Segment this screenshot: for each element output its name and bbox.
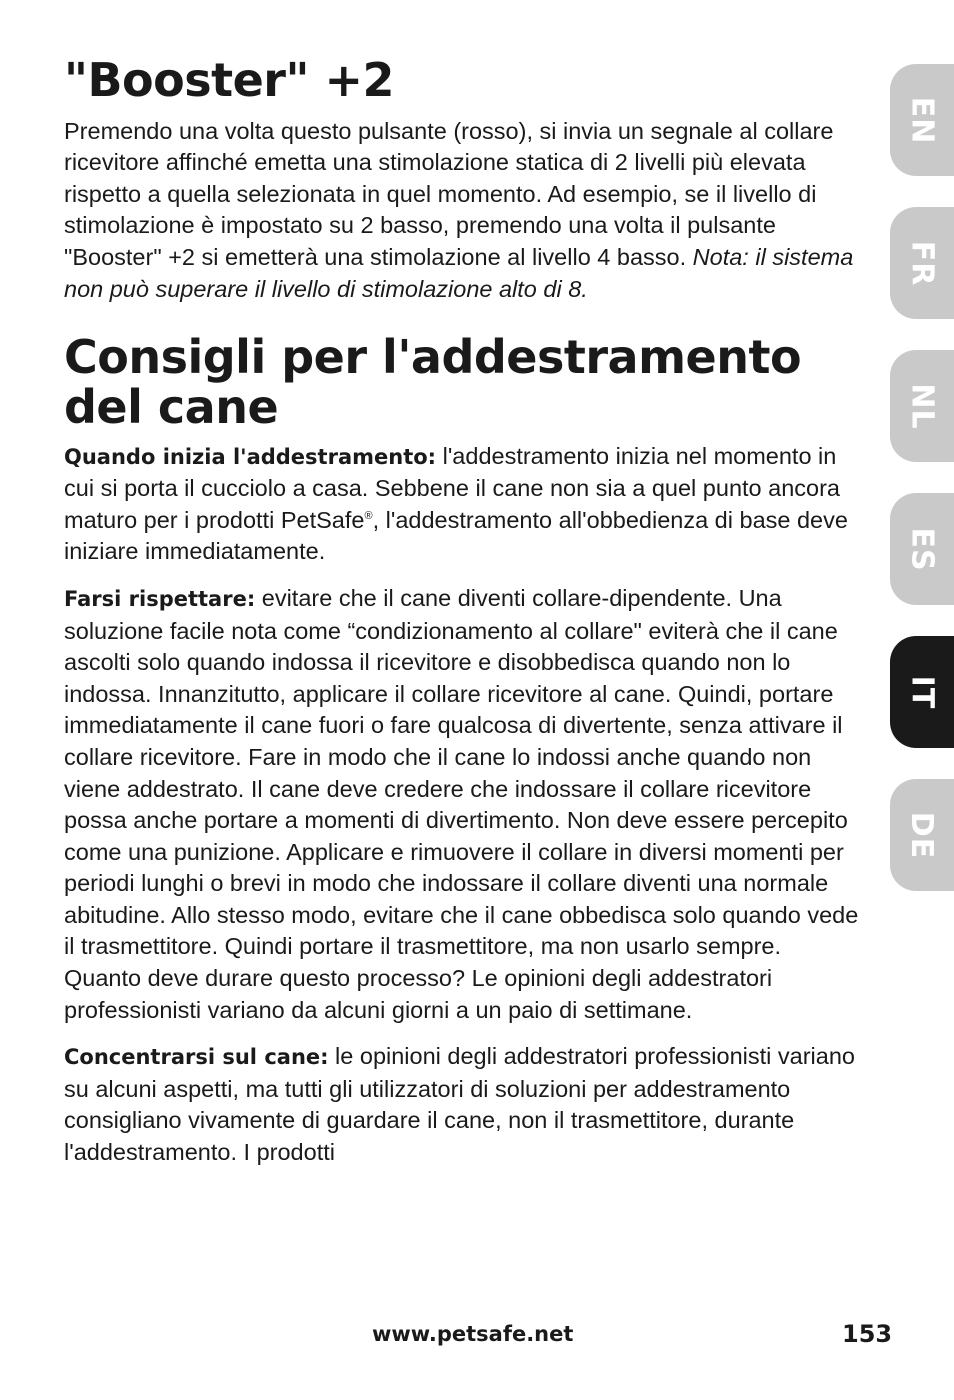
footer-url: www.petsafe.net xyxy=(372,1322,574,1346)
booster-body: Premendo una volta questo pulsante (rosso), si invia un segnale al collare ricevitore affinché emetta una stimolazione statica di 2 livelli più elevata rispetto a quella selezionata in quel momento. Ad esempio, se il livello di stimolazione è impostato su 2 basso, premendo una volta il pulsante "Booster" +2 si emetterà una stimolazione al livello 4 basso. xyxy=(64,117,834,271)
registered-mark: ® xyxy=(364,509,373,522)
language-tab-es[interactable] xyxy=(890,493,954,605)
language-tab-nl[interactable] xyxy=(890,350,954,462)
language-tab-it[interactable] xyxy=(890,636,954,748)
language-tab-label: FR xyxy=(904,240,940,286)
section-text: le opinioni degli addestratori professionisti variano su alcuni aspetti, ma tutti gli utilizzatori di soluzioni per addestramento consigliano vivamente di guardare il cane, non il trasmettitore, durante l'addestramento. I prodotti xyxy=(64,1043,855,1166)
booster-paragraph xyxy=(64,116,864,306)
language-tab-label: DE xyxy=(904,811,940,859)
section-lead: Concentrarsi sul cane: xyxy=(64,1045,329,1070)
language-tab-fr[interactable] xyxy=(890,207,954,319)
language-tab-label: EN xyxy=(904,96,940,144)
page-content xyxy=(64,53,864,1169)
section-lead: Quando inizia l'addestramento: xyxy=(64,444,437,469)
training-heading: Consigli per l'addestramento del cane xyxy=(64,330,802,434)
booster-note: Nota: il sistema non può superare il livello di stimolazione alto di 8. xyxy=(64,244,854,302)
booster-heading: "Booster" +2 xyxy=(64,53,395,107)
language-tabs xyxy=(890,64,954,922)
section-when-training-starts xyxy=(64,441,864,568)
language-tab-label: NL xyxy=(904,382,940,430)
section-text: evitare che il cane diventi collare-dipendente. Una soluzione facile nota come “condizionamento al collare" eviterà che il cane ascolti solo quando indossa il ricevitore e disobbedisca quando non lo indossa. Innanzitutto, applicare il collare ricevitore al cane. Quindi, portare immediatamente il cane fuori o fare qualcosa di divertente, senza attivare il collare ricevitore. Fare in modo che il cane lo indossi anche quando non viene addestrato. Il cane deve credere che indossare il collare ricevitore possa anche portare a momenti di divertimento. Non deve essere percepito come una punizione. Applicare e rimuovere il collare in diversi momenti per periodi lunghi o brevi in modo che indossare il collare diventi una normale abitudine. Allo stesso modo, evitare che il cane obbedisca solo quando vede il trasmettitore. Quindi portare il trasmettitore, ma non usarlo sempre. Quanto deve durare questo processo? Le opinioni degli addestratori professionisti variano da alcuni giorni a un paio di settimane. xyxy=(64,584,859,1023)
section-earn-respect xyxy=(64,583,864,1026)
language-tab-label: ES xyxy=(904,526,940,572)
language-tab-label: IT xyxy=(904,675,940,709)
language-tab-en[interactable] xyxy=(890,64,954,176)
section-focus-on-dog xyxy=(64,1041,864,1168)
section-text: , l'addestramento all'obbedienza di base deve iniziare immediatamente. xyxy=(64,506,848,565)
language-tab-de[interactable] xyxy=(890,779,954,891)
section-text: l'addestramento inizia nel momento in cui si porta il cucciolo a casa. Sebbene il cane non sia a quel punto ancora maturo per i prodotti PetSafe xyxy=(64,442,840,533)
section-lead: Farsi rispettare: xyxy=(64,586,256,611)
page-number: 153 xyxy=(842,1320,893,1348)
